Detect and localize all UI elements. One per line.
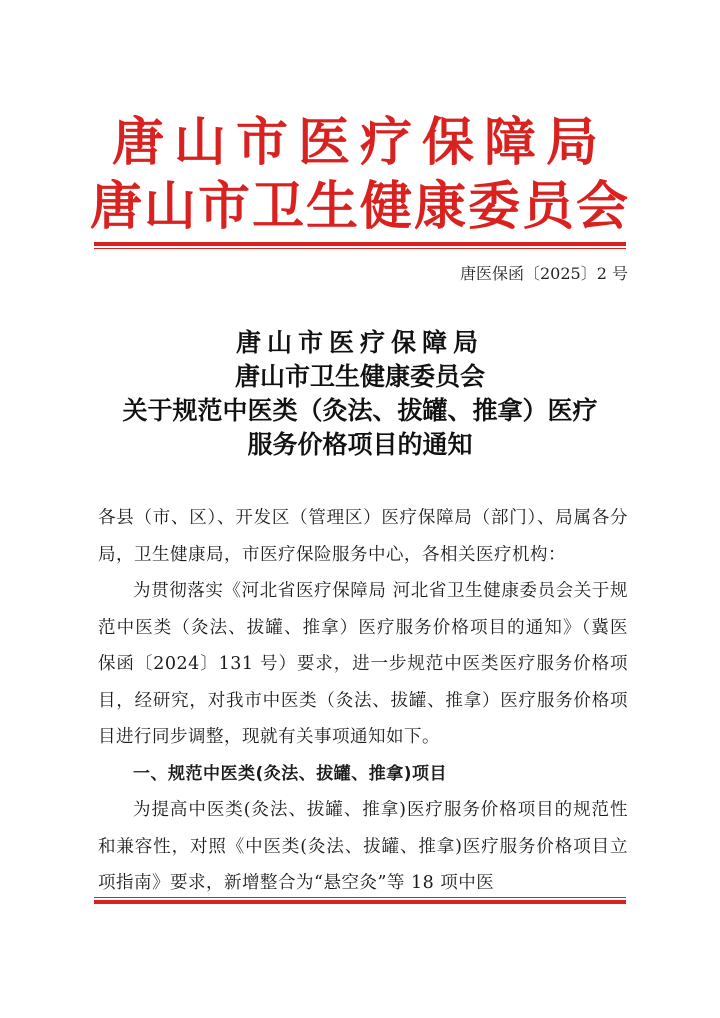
header-red-rule-thin <box>94 248 626 249</box>
intro-paragraph: 为贯彻落实《河北省医疗保障局 河北省卫生健康委员会关于规范中医类（灸法、拔罐、推拿）医疗服务价格项目的通知》（冀医保函〔2024〕131 号）要求，进一步规范中医类医疗服务价格项目，经研究，对我市中医类（灸法、拔罐、推拿）医疗服务价格项目进行同步调整，现就有关事项通知如下。 <box>98 581 628 747</box>
document-number: 唐医保函〔2025〕2 号 <box>460 264 628 283</box>
addressee-paragraph: 各县（市、区）、开发区（管理区）医疗保障局（部门）、局属各分局，卫生健康局，市医疗保险服务中心，各相关医疗机构： <box>98 508 628 565</box>
header-red-rule-thick <box>94 242 626 246</box>
issuer-header-line-2: 唐山市卫生健康委员会 <box>89 176 630 237</box>
footer-red-rule-thick <box>94 900 626 904</box>
section-1-paragraph: 为提高中医类(灸法、拔罐、推拿)医疗服务价格项目的规范性和兼容性，对照《中医类(灸法、拔罐、推拿)医疗服务价格项目立项指南》要求，新增整合为“悬空灸”等 18 项中医 <box>98 800 628 893</box>
footer-red-rule-thin <box>94 897 626 898</box>
document-title <box>0 326 720 462</box>
document-body <box>98 500 628 902</box>
title-line-3: 关于规范中医类（灸法、拔罐、推拿）医疗 <box>122 396 598 425</box>
title-line-2: 唐山市卫生健康委员会 <box>234 362 485 391</box>
section-1-heading: 一、规范中医类(灸法、拔罐、推拿)项目 <box>133 763 448 784</box>
title-line-4: 服务价格项目的通知 <box>247 430 473 459</box>
issuer-header-line-1: 唐山市医疗保障局 <box>111 112 608 173</box>
title-line-1: 唐山市医疗保障局 <box>235 328 484 357</box>
